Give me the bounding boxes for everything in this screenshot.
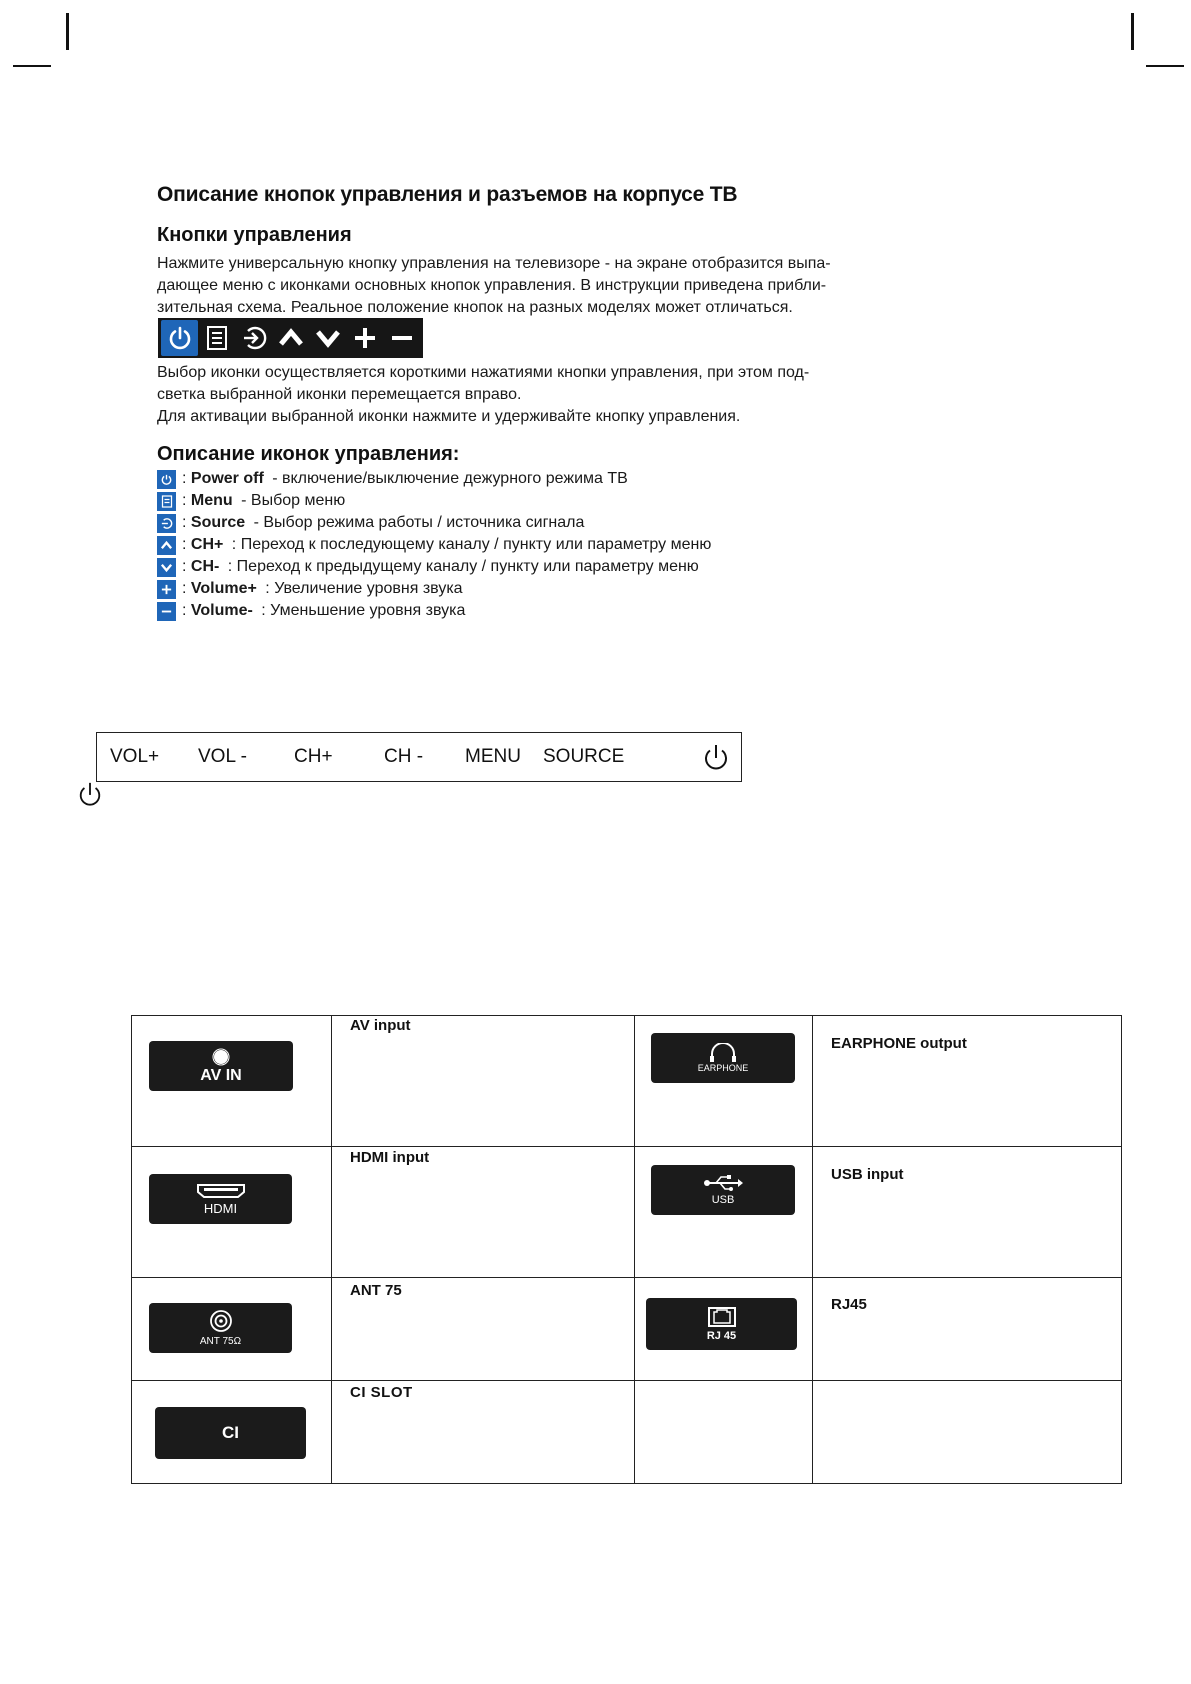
- selection-line: Для активации выбранной иконки нажмите и удерживайте кнопку управления.: [157, 408, 741, 425]
- port-label-cell: [332, 1278, 635, 1381]
- icon-description-row: : CH+ : Переход к последующему каналу / пункту или параметру меню: [157, 534, 711, 556]
- table-row: [132, 1278, 1122, 1381]
- control-icon-bar: [158, 318, 423, 358]
- panel-source-button[interactable]: SOURCE: [543, 746, 625, 767]
- crop-mark: [66, 13, 69, 50]
- standby-power-icon: [77, 780, 103, 808]
- ethernet-port-icon: [707, 1306, 737, 1328]
- icon-text: Выбор режима работы / источника сигнала: [263, 514, 585, 531]
- port-label-cell: [332, 1016, 635, 1147]
- icon-text: Переход к последующему каналу / пункту или параметру меню: [240, 536, 712, 553]
- rj45-label: RJ45: [831, 1296, 867, 1313]
- volume-plus-icon: [157, 580, 176, 599]
- selection-line: Выбор иконки осуществляется короткими нажатиями кнопки управления, при этом под-: [157, 364, 810, 381]
- earphone-badge: EARPHONE: [651, 1033, 795, 1083]
- coax-antenna-icon: [209, 1309, 233, 1333]
- ci-badge: CI: [155, 1407, 306, 1459]
- port-image-cell: [132, 1016, 332, 1147]
- icon-text: Увеличение уровня звука: [274, 580, 463, 597]
- hdmi-badge: HDMI: [149, 1174, 292, 1224]
- panel-ch-minus-button[interactable]: CH -: [384, 746, 424, 767]
- crop-mark: [1146, 65, 1184, 67]
- intro-line: зительная схема. Реальное положение кнопок на разных моделях может отличаться.: [157, 299, 793, 316]
- icon-name: CH+: [190, 536, 224, 553]
- port-label-cell: [813, 1278, 1122, 1381]
- volume-plus-icon: [346, 320, 383, 356]
- power-icon: [157, 470, 176, 489]
- ch-down-icon: [309, 320, 346, 356]
- table-row: [132, 1381, 1122, 1484]
- icon-text: Переход к предыдущему каналу / пункту или параметру меню: [236, 558, 699, 575]
- panel-power-icon[interactable]: [702, 742, 730, 772]
- port-image-cell: [132, 1278, 332, 1381]
- ci-slot-label: CI SLOT: [350, 1384, 413, 1401]
- intro-line: Нажмите универсальную кнопку управления на телевизоре - на экране отобразится выпа-: [157, 255, 831, 272]
- ch-down-icon: [157, 558, 176, 577]
- icon-name: Power off: [190, 470, 264, 487]
- usb-input-label: USB input: [831, 1166, 904, 1183]
- headphones-icon: [707, 1043, 739, 1063]
- power-icon: [161, 320, 198, 356]
- ch-up-icon: [157, 536, 176, 555]
- ch-up-icon: [272, 320, 309, 356]
- selection-line: светка выбранной иконки перемещается вправо.: [157, 386, 522, 403]
- icon-description-row: : Power off - включение/выключение дежурного режима ТВ: [157, 468, 628, 490]
- ports-table: [131, 1015, 1122, 1484]
- intro-line: дающее меню с иконками основных кнопок управления. В инструкции приведена прибли-: [157, 277, 827, 294]
- menu-icon: [198, 320, 235, 356]
- source-icon: [157, 514, 176, 533]
- icon-name: CH-: [190, 558, 220, 575]
- panel-vol-minus-button[interactable]: VOL -: [198, 746, 247, 767]
- icon-name: Volume+: [190, 580, 257, 597]
- icon-text: Выбор меню: [250, 492, 346, 509]
- port-image-cell: [132, 1147, 332, 1278]
- hdmi-port-icon: [196, 1183, 246, 1199]
- hdmi-input-label: HDMI input: [350, 1149, 430, 1166]
- tv-button-panel: [96, 732, 742, 782]
- table-row: [132, 1016, 1122, 1147]
- av-jack-icon: [212, 1048, 230, 1066]
- crop-mark: [1131, 13, 1134, 50]
- port-label-cell: [332, 1147, 635, 1278]
- empty-cell: [635, 1381, 813, 1484]
- menu-icon: [157, 492, 176, 511]
- port-image-cell: [132, 1381, 332, 1484]
- volume-minus-icon: [157, 602, 176, 621]
- page-title: Описание кнопок управления и разъемов на корпусе ТВ: [157, 183, 738, 206]
- port-image-cell: [635, 1016, 813, 1147]
- icons-heading: Описание иконок управления:: [157, 443, 460, 465]
- av-input-label: AV input: [350, 1017, 411, 1034]
- icon-description-row: : Source - Выбор режима работы / источника сигнала: [157, 512, 584, 534]
- usb-badge: USB: [651, 1165, 795, 1215]
- ant-label: ANT 75: [350, 1282, 402, 1299]
- table-row: [132, 1147, 1122, 1278]
- icon-text: Уменьшение уровня звука: [270, 602, 466, 619]
- ant-badge: ANT 75Ω: [149, 1303, 292, 1353]
- port-label-cell: [332, 1381, 635, 1484]
- icon-name: Volume-: [190, 602, 253, 619]
- av-in-badge: AV IN: [149, 1041, 293, 1091]
- crop-mark: [13, 65, 51, 67]
- port-image-cell: [635, 1278, 813, 1381]
- rj45-badge: RJ 45: [646, 1298, 797, 1350]
- icon-description-row: : Volume- : Уменьшение уровня звука: [157, 600, 465, 622]
- icon-name: Source: [190, 514, 246, 531]
- icon-description-row: : CH- : Переход к предыдущему каналу / пункту или параметру меню: [157, 556, 699, 578]
- source-icon: [235, 320, 272, 356]
- empty-cell: [813, 1381, 1122, 1484]
- icon-description-row: : Volume+ : Увеличение уровня звука: [157, 578, 463, 600]
- panel-vol-plus-button[interactable]: VOL+: [110, 746, 160, 767]
- icon-text: включение/выключение дежурного режима ТВ: [282, 470, 628, 487]
- panel-menu-button[interactable]: MENU: [465, 746, 521, 767]
- volume-minus-icon: [383, 320, 420, 356]
- panel-ch-plus-button[interactable]: CH+: [294, 746, 333, 767]
- port-label-cell: [813, 1147, 1122, 1278]
- earphone-output-label: EARPHONE output: [831, 1035, 967, 1052]
- usb-icon: [702, 1174, 744, 1192]
- icon-name: Menu: [190, 492, 233, 509]
- port-image-cell: [635, 1147, 813, 1278]
- controls-heading: Кнопки управления: [157, 224, 352, 246]
- port-label-cell: [813, 1016, 1122, 1147]
- icon-description-row: : Menu - Выбор меню: [157, 490, 345, 512]
